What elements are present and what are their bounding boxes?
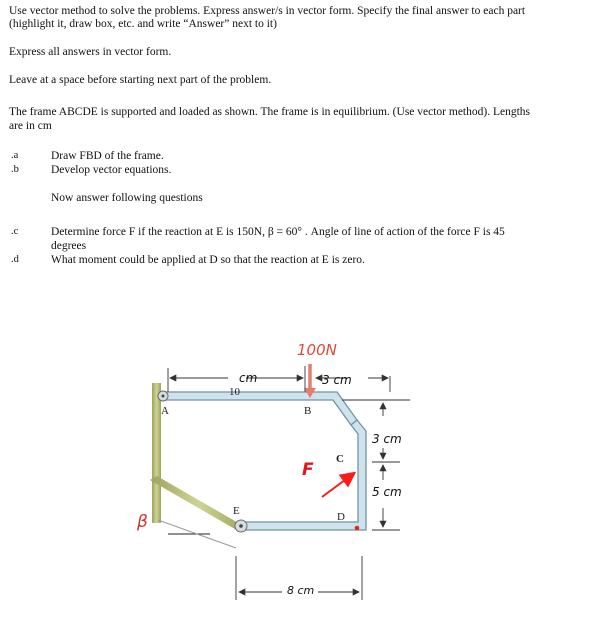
wall-support-a (152, 383, 161, 523)
part-a-marker: .a (11, 150, 19, 161)
dim-3cm-right-label: 3 cm (372, 432, 402, 446)
incline-support-e (150, 476, 247, 532)
problem-line-1: The frame ABCDE is supported and loaded as shown. The frame is in equilibrium. (Use vector method). Lengths (9, 106, 531, 118)
label-e: E (233, 505, 240, 517)
pin-a-center (162, 395, 165, 398)
instruction-vector-form: Express all answers in vector form. (9, 46, 172, 58)
part-b-marker: .b (11, 164, 19, 175)
instruction-line-2: (highlight it, draw box, etc. and write “Answer” next to it) (9, 18, 277, 30)
load-label: 100N (297, 341, 337, 359)
part-d-marker: .d (11, 254, 19, 265)
dim-8cm-label: 8 cm (287, 584, 315, 597)
force-f-label: F (302, 460, 314, 480)
label-b: B (304, 405, 312, 417)
part-d-text: What moment could be applied at D so that the reaction at E is zero. (51, 254, 365, 266)
force-f-arrow (322, 474, 353, 497)
part-c-line-1: Determine force F if the reaction at E is 150N, β = 60° . Angle of line of action of the force F is 45 (51, 226, 505, 238)
part-b-text: Develop vector equations. (51, 164, 172, 176)
part-c-marker: .c (11, 226, 19, 237)
member-abc (160, 392, 357, 425)
instruction-line-1: Use vector method to solve the problems. Express answer/s in vector form. Specify the final answer to each part (9, 5, 526, 17)
label-a: A (161, 405, 169, 417)
part-c-line-2: degrees (51, 240, 87, 252)
pin-e-center (239, 524, 243, 528)
instruction-space: Leave at a space before starting next part of the problem. (9, 74, 272, 86)
dim-cm-top-label: cm (239, 371, 258, 385)
dim-5cm-label: 5 cm (372, 485, 402, 499)
label-d: D (337, 511, 345, 523)
beta-label: β (137, 512, 148, 532)
problem-line-2: are in cm (9, 120, 52, 132)
label-c: C (336, 453, 344, 465)
part-a-text: Draw FBD of the frame. (51, 150, 164, 162)
dim-3cm-top-label: 3 cm (322, 373, 352, 387)
point-d (355, 526, 360, 531)
now-answer: Now answer following questions (51, 192, 203, 204)
dim-10-text: 10 (229, 386, 240, 398)
